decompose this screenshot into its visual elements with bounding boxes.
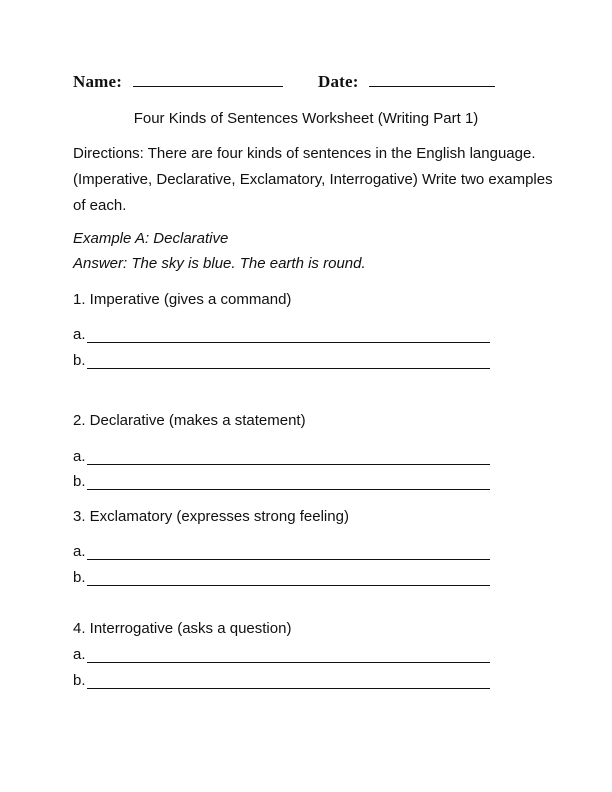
question-3-answer-b[interactable] xyxy=(73,569,490,586)
question-2-answer-a[interactable] xyxy=(73,448,490,465)
answer-b-line[interactable] xyxy=(87,355,490,369)
question-1-prompt: 1. Imperative (gives a command) xyxy=(73,291,292,308)
answer-b-label: b. xyxy=(73,473,86,490)
answer-a-line[interactable] xyxy=(87,329,490,343)
question-4-answer-b[interactable] xyxy=(73,672,490,689)
answer-b-label: b. xyxy=(73,672,86,689)
directions-text: Directions: There are four kinds of sentences in the English language. (Imperative, Declarative, Exclamatory, Interrogative) Write two examples of each. xyxy=(73,145,553,214)
question-3-prompt: 3. Exclamatory (expresses strong feeling) xyxy=(73,508,349,525)
date-blank-line[interactable] xyxy=(369,72,495,87)
question-1-answer-b[interactable] xyxy=(73,352,490,369)
question-3-answer-a[interactable] xyxy=(73,543,490,560)
question-4-prompt: 4. Interrogative (asks a question) xyxy=(73,620,292,637)
date-label: Date: xyxy=(318,72,359,91)
date-field[interactable] xyxy=(318,72,495,92)
answer-b-label: b. xyxy=(73,352,86,369)
answer-b-label: b. xyxy=(73,569,86,586)
answer-a-label: a. xyxy=(73,448,86,465)
question-2-answer-b[interactable] xyxy=(73,473,490,490)
answer-a-line[interactable] xyxy=(87,546,490,560)
answer-a-line[interactable] xyxy=(87,451,490,465)
name-label: Name: xyxy=(73,72,123,91)
question-1-answer-a[interactable] xyxy=(73,326,490,343)
name-blank-line[interactable] xyxy=(133,72,283,87)
answer-b-line[interactable] xyxy=(87,572,490,586)
answer-b-line[interactable] xyxy=(87,675,490,689)
question-2-prompt: 2. Declarative (makes a statement) xyxy=(73,412,306,429)
example-label: Example A: Declarative xyxy=(73,230,229,247)
answer-a-label: a. xyxy=(73,326,86,343)
answer-a-label: a. xyxy=(73,543,86,560)
question-4-answer-a[interactable] xyxy=(73,646,490,663)
answer-b-line[interactable] xyxy=(87,476,490,490)
worksheet-title: Four Kinds of Sentences Worksheet (Writing Part 1) xyxy=(133,110,479,127)
example-answer: Answer: The sky is blue. The earth is round. xyxy=(73,255,366,272)
answer-a-label: a. xyxy=(73,646,86,663)
answer-a-line[interactable] xyxy=(87,649,490,663)
name-field[interactable] xyxy=(73,72,283,92)
